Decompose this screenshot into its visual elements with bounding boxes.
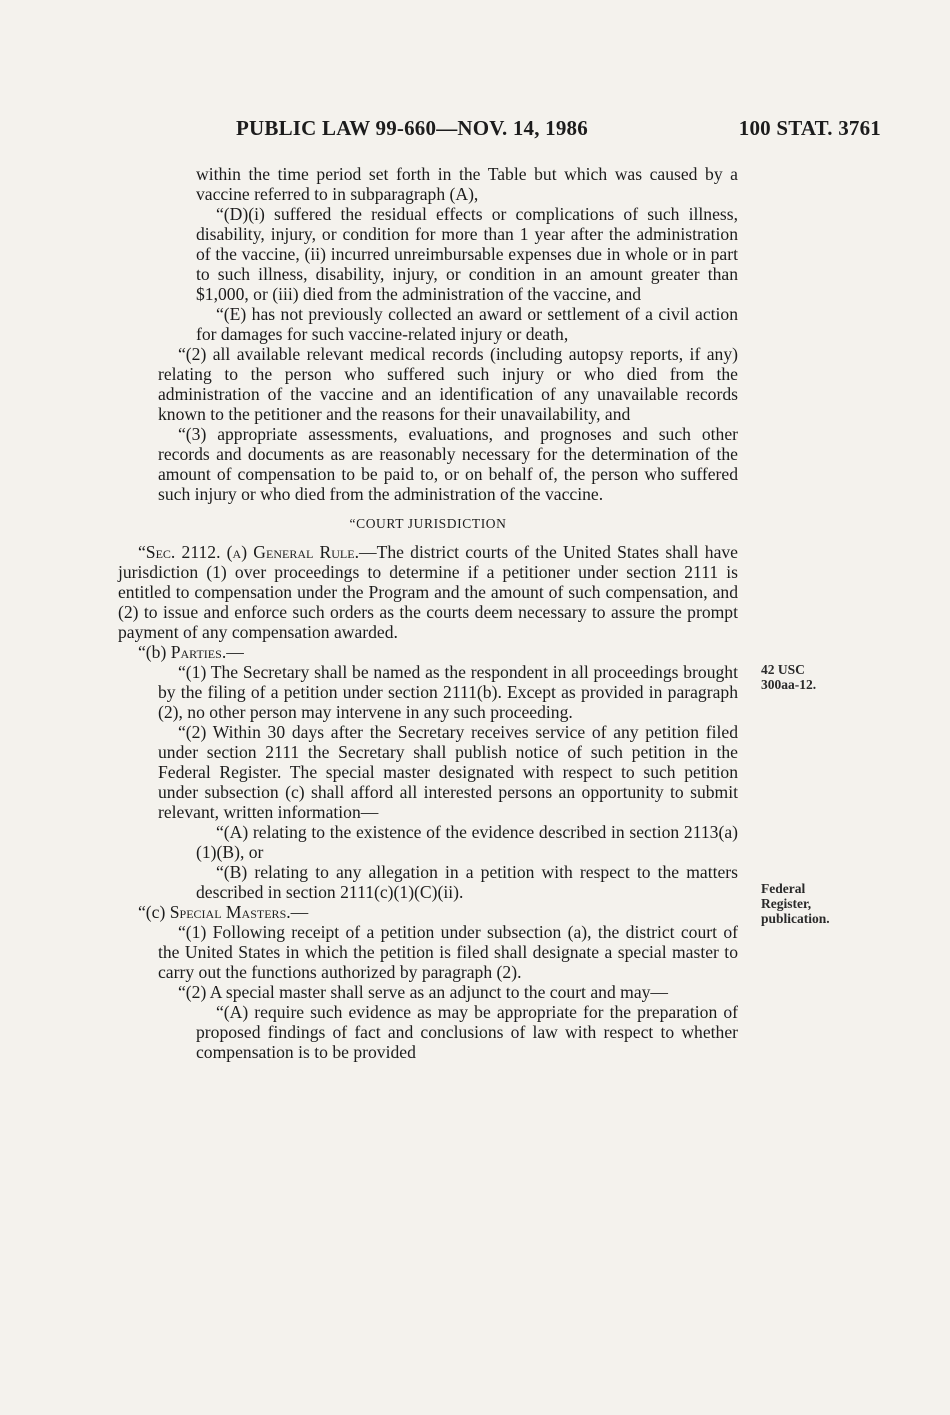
margin-note-federal-register-text: Federal Register, publication. (761, 881, 830, 926)
header-page-ref: 100 STAT. 3761 (738, 116, 881, 140)
subsection-b-B: “(B) relating to any allegation in a petition with respect to the matters described in section 2111(c)(1)(C)(ii). (196, 862, 738, 902)
subsection-b-A: “(A) relating to the existence of the evidence described in section 2113(a)(1)(B), or (196, 822, 738, 862)
subsection-b-heading (118, 642, 738, 662)
c-prefix: “(c) (138, 902, 170, 922)
paragraph-continuation: within the time period set forth in the Table but which was caused by a vaccine referred to in subparagraph (A), (196, 164, 738, 204)
c-label: Special Masters (169, 902, 287, 922)
section-label: General Rule (253, 542, 355, 562)
b-prefix: “(b) (138, 642, 171, 662)
page-header (236, 116, 881, 141)
paragraph-3: “(3) appropriate assessments, evaluations, and prognoses and such other records and documents as are reasonably necessary for the determination of the amount of compensation to be paid to, or on behalf of, the person who suffered such injury or who died from the administration of the vaccine. (158, 424, 738, 504)
section-2112-a (118, 542, 738, 642)
subsection-b-1: “(1) The Secretary shall be named as the respondent in all proceedings brought by the filing of a petition under section 2111(b). Except as provided in paragraph (2), no other person may intervene in any such proceeding. (158, 662, 738, 722)
section-heading: “COURT JURISDICTION (349, 516, 507, 531)
subsection-b-2: “(2) Within 30 days after the Secretary receives service of any petition filed under section 2111 the Secretary shall publish notice of such petition in the Federal Register. The special master designated with respect to such petition under subsection (c) shall afford all interested persons an opportunity to submit relevant, written information— (158, 722, 738, 822)
header-title: PUBLIC LAW 99-660—NOV. 14, 1986 (236, 116, 588, 140)
paragraph-D: “(D)(i) suffered the residual effects or complications of such illness, disability, injury, or condition for more than 1 year after the administration of the vaccine, (ii) incurred unreimbursable expenses due in whole or in part to such illness, disability, injury, or condition in an amount greater than $1,000, or (iii) died from the administration of the vaccine, and (196, 204, 738, 304)
paragraph-2: “(2) all available relevant medical records (including autopsy reports, if any) relating to the person who suffered such injury or who died from the administration of the vaccine and an identification of any unavailable records known to the petitioner and the reasons for their unavailability, and (158, 344, 738, 424)
subsection-c-1: “(1) Following receipt of a petition under subsection (a), the district court of the United States in which the petition is filed shall designate a special master to carry out the functions authorized by paragraph (2). (158, 922, 738, 982)
section-prefix: “Sec. 2112. (a) (138, 542, 254, 562)
body-text (118, 164, 738, 1062)
b-label: Parties (170, 642, 222, 662)
c-suffix: .— (286, 902, 309, 922)
margin-note-usc-text: 42 USC 300aa-12. (761, 662, 817, 692)
margin-note-federal-register (761, 881, 846, 926)
section-text: .—The district courts of the United States shall have jurisdiction (1) over proceedings to determine if a petitioner under section 2111 is entitled to compensation under the Program and the amount of such compensation, and (2) to issue and enforce such orders as the courts deem necessary to assure the prompt payment of any compensation awarded. (118, 542, 738, 642)
paragraph-E: “(E) has not previously collected an award or settlement of a civil action for damages for such vaccine-related injury or death, (196, 304, 738, 344)
subsection-c-2: “(2) A special master shall serve as an adjunct to the court and may— (178, 982, 669, 1002)
subsection-c-heading (118, 902, 738, 922)
margin-note-usc (761, 662, 831, 692)
subsection-c-A: “(A) require such evidence as may be appropriate for the preparation of proposed findings of fact and conclusions of law with respect to whether compensation is to be provided (196, 1002, 738, 1062)
b-suffix: .— (221, 642, 244, 662)
